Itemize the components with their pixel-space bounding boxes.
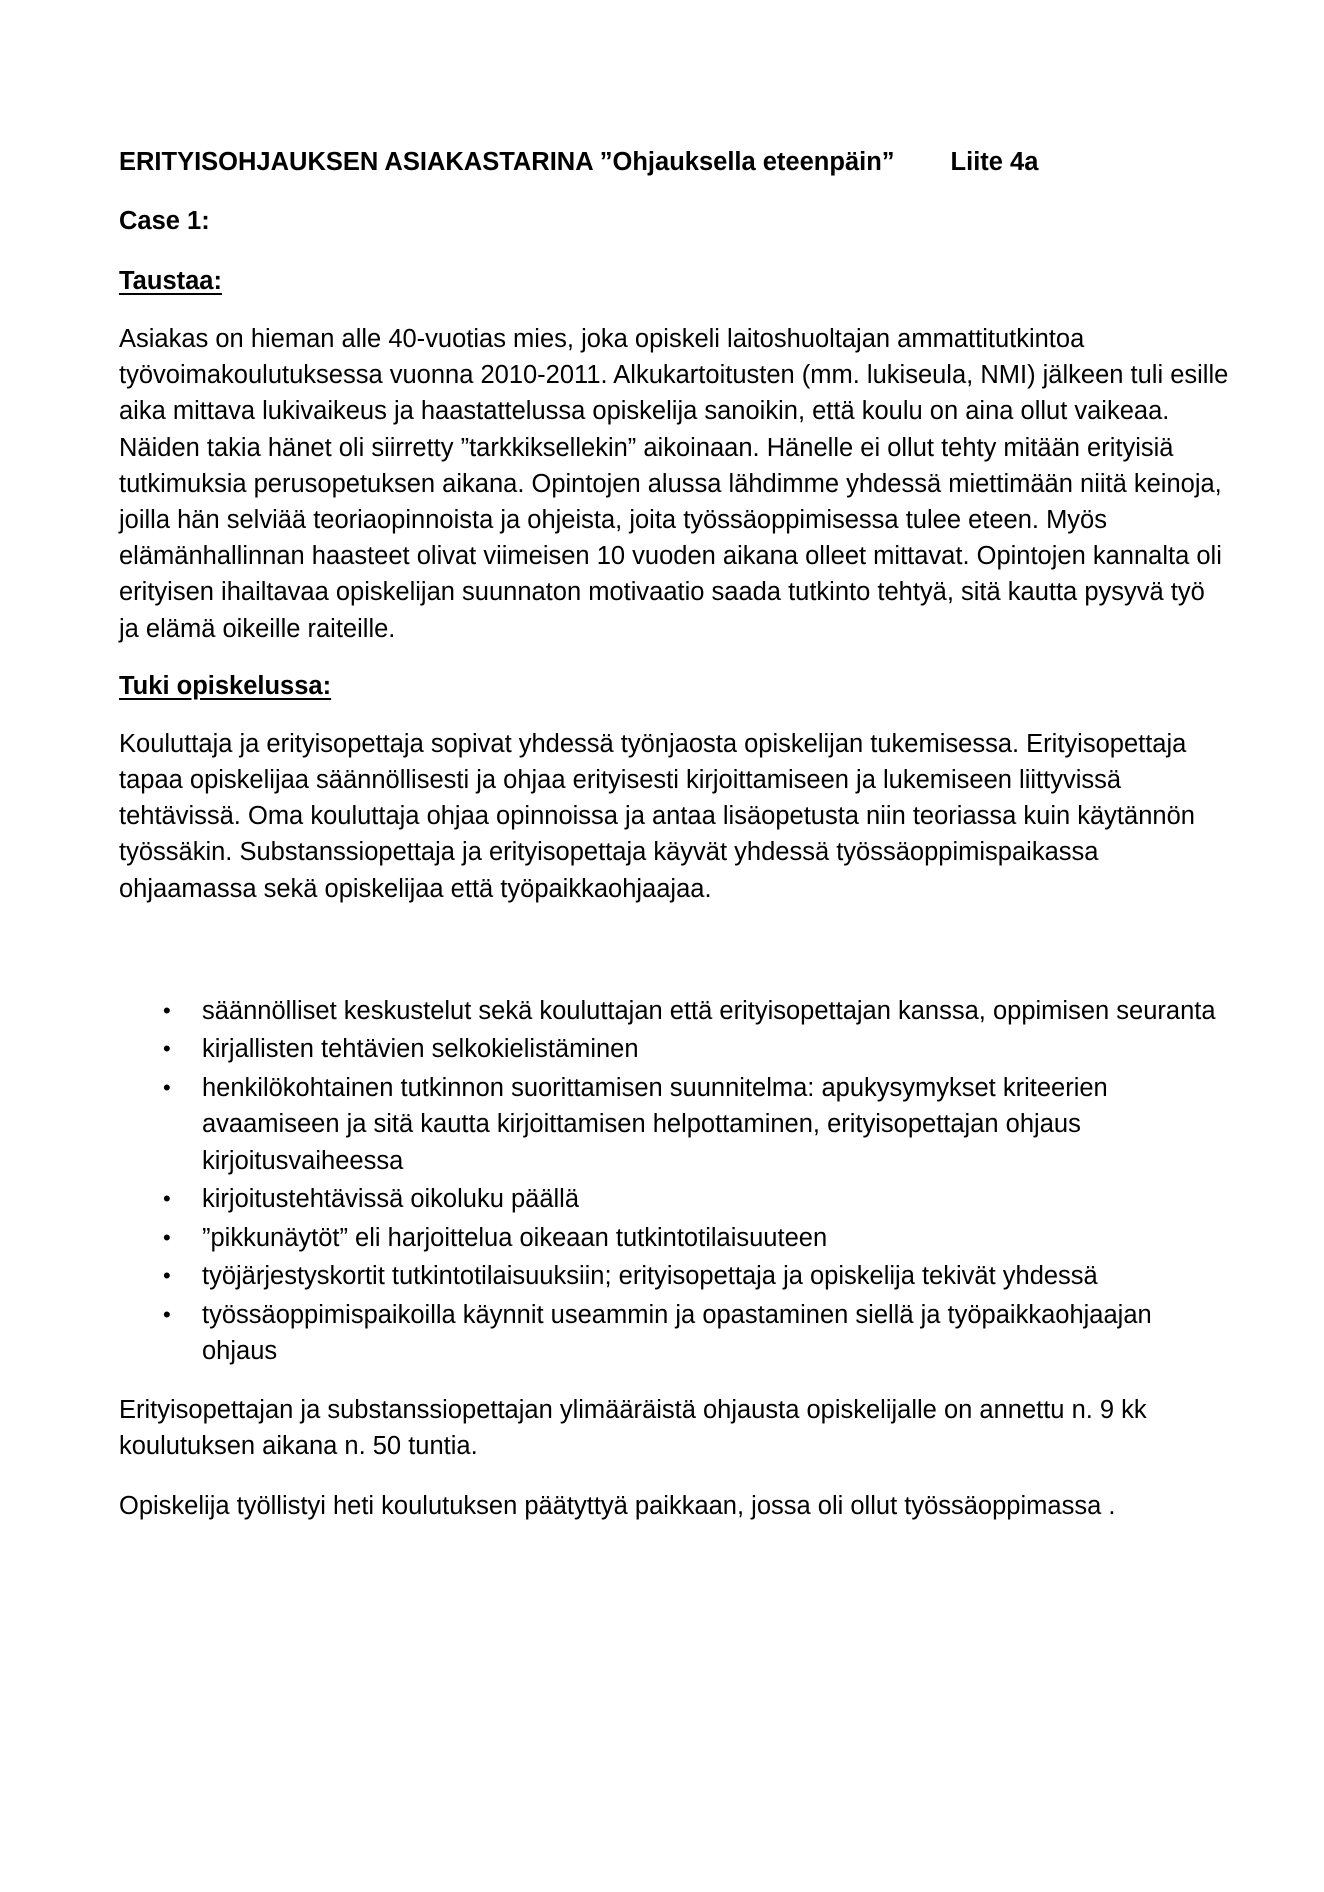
appendix-label: Liite 4a xyxy=(950,148,1039,176)
list-item xyxy=(119,993,1229,1030)
bullet-icon: • xyxy=(163,1186,171,1212)
support-paragraph: Kouluttaja ja erityisopettaja sopivat yhdessä työnjaosta opiskelijan tukemisessa. Erityisopettaja tapaa opiskelijaa säännöllisesti ja ohjaa erityisesti kirjoittamiseen ja lukemiseen liittyvissä tehtävissä. Oma kouluttaja ohjaa opinnoissa ja antaa lisäopetusta niin teoriassa kuin käytännön työssäkin. Substanssiopettaja ja erityisopettaja käyvät yhdessä työssäoppimispaikassa ohjaamassa sekä opiskelijaa että työpaikkaohjaajaa. xyxy=(119,729,1195,903)
document-title: ERITYISOHJAUKSEN ASIAKASTARINA ”Ohjauksella eteenpäin” xyxy=(119,148,895,176)
support-measures-list xyxy=(119,993,1229,1370)
list-item-text: säännölliset keskustelut sekä kouluttajan että erityisopettajan kanssa, oppimisen seuranta xyxy=(202,996,1216,1025)
background-paragraph: Asiakas on hieman alle 40-vuotias mies, joka opiskeli laitoshuoltajan ammattitutkintoa työvoimakoulutuksessa vuonna 2010-2011. Alkukartoitusten (mm. lukiseula, NMI) jälkeen tuli esille aika mittava lukivaikeus ja haastattelussa opiskelija sanoikin, että koulu on aina ollut vaikeaa. Näiden takia hänet oli siirretty ”tarkkiksellekin” aikoinaan. Hänelle ei ollut tehty mitään erityisiä tutkimuksia perusopetuksen aikana. Opintojen alussa lähdimme yhdessä miettimään niitä keinoja, joilla hän selviää teoriaopinnoista ja ohjeista, joita työssäoppimisessa tulee eteen. Myös elämänhallinnan haasteet olivat viimeisen 10 vuoden aikana olleet mittavat. Opintojen kannalta oli erityisen ihailtavaa opiskelijan suunnaton motivaatio saada tutkinto tehtyä, sitä kautta pysyvä työ ja elämä oikeille raiteille. xyxy=(119,325,1229,643)
bullet-icon: • xyxy=(163,1263,171,1289)
list-item-text: kirjallisten tehtävien selkokielistäminen xyxy=(202,1035,639,1064)
list-item-text: henkilökohtainen tutkinnon suorittamisen suunnitelma: apukysymykset kriteerien avaamiseen ja sitä kautta kirjoittamisen helpottaminen, erityisopettajan ohjaus kirjoitusvaiheessa xyxy=(202,1073,1108,1175)
list-item-text: työjärjestyskortit tutkintotilaisuuksiin; erityisopettaja ja opiskelija tekivät yhdessä xyxy=(202,1262,1098,1291)
list-item-text: työssäoppimispaikoilla käynnit useammin ja opastaminen siellä ja työpaikkaohjaajan ohjaus xyxy=(202,1300,1152,1366)
list-item xyxy=(119,1297,1229,1370)
employment-outcome-paragraph: Opiskelija työllistyi heti koulutuksen päätyttyä paikkaan, jossa oli ollut työssäoppimassa . xyxy=(119,1492,1116,1521)
bullet-icon: • xyxy=(163,1301,171,1327)
case-label: Case 1: xyxy=(119,207,210,235)
background-heading: Taustaa: xyxy=(119,267,222,295)
bullet-icon: • xyxy=(163,997,171,1023)
guidance-hours-paragraph: Erityisopettajan ja substanssiopettajan ylimääräistä ohjausta opiskelijalle on annettu n. 9 kk koulutuksen aikana n. 50 tuntia. xyxy=(119,1395,1147,1461)
list-item-text: kirjoitustehtävissä oikoluku päällä xyxy=(202,1185,580,1214)
list-item xyxy=(119,1070,1229,1180)
list-item xyxy=(119,1031,1229,1068)
list-item-text: ”pikkunäytöt” eli harjoittelua oikeaan tutkintotilaisuuteen xyxy=(202,1223,828,1252)
list-item xyxy=(119,1258,1229,1295)
document-page xyxy=(119,146,1229,1524)
bullet-icon: • xyxy=(163,1036,171,1062)
bullet-icon: • xyxy=(163,1074,171,1100)
list-item xyxy=(119,1181,1229,1218)
support-heading: Tuki opiskelussa: xyxy=(119,671,332,700)
bullet-icon: • xyxy=(163,1224,171,1250)
document-title-line xyxy=(119,146,1229,178)
list-item xyxy=(119,1220,1229,1257)
